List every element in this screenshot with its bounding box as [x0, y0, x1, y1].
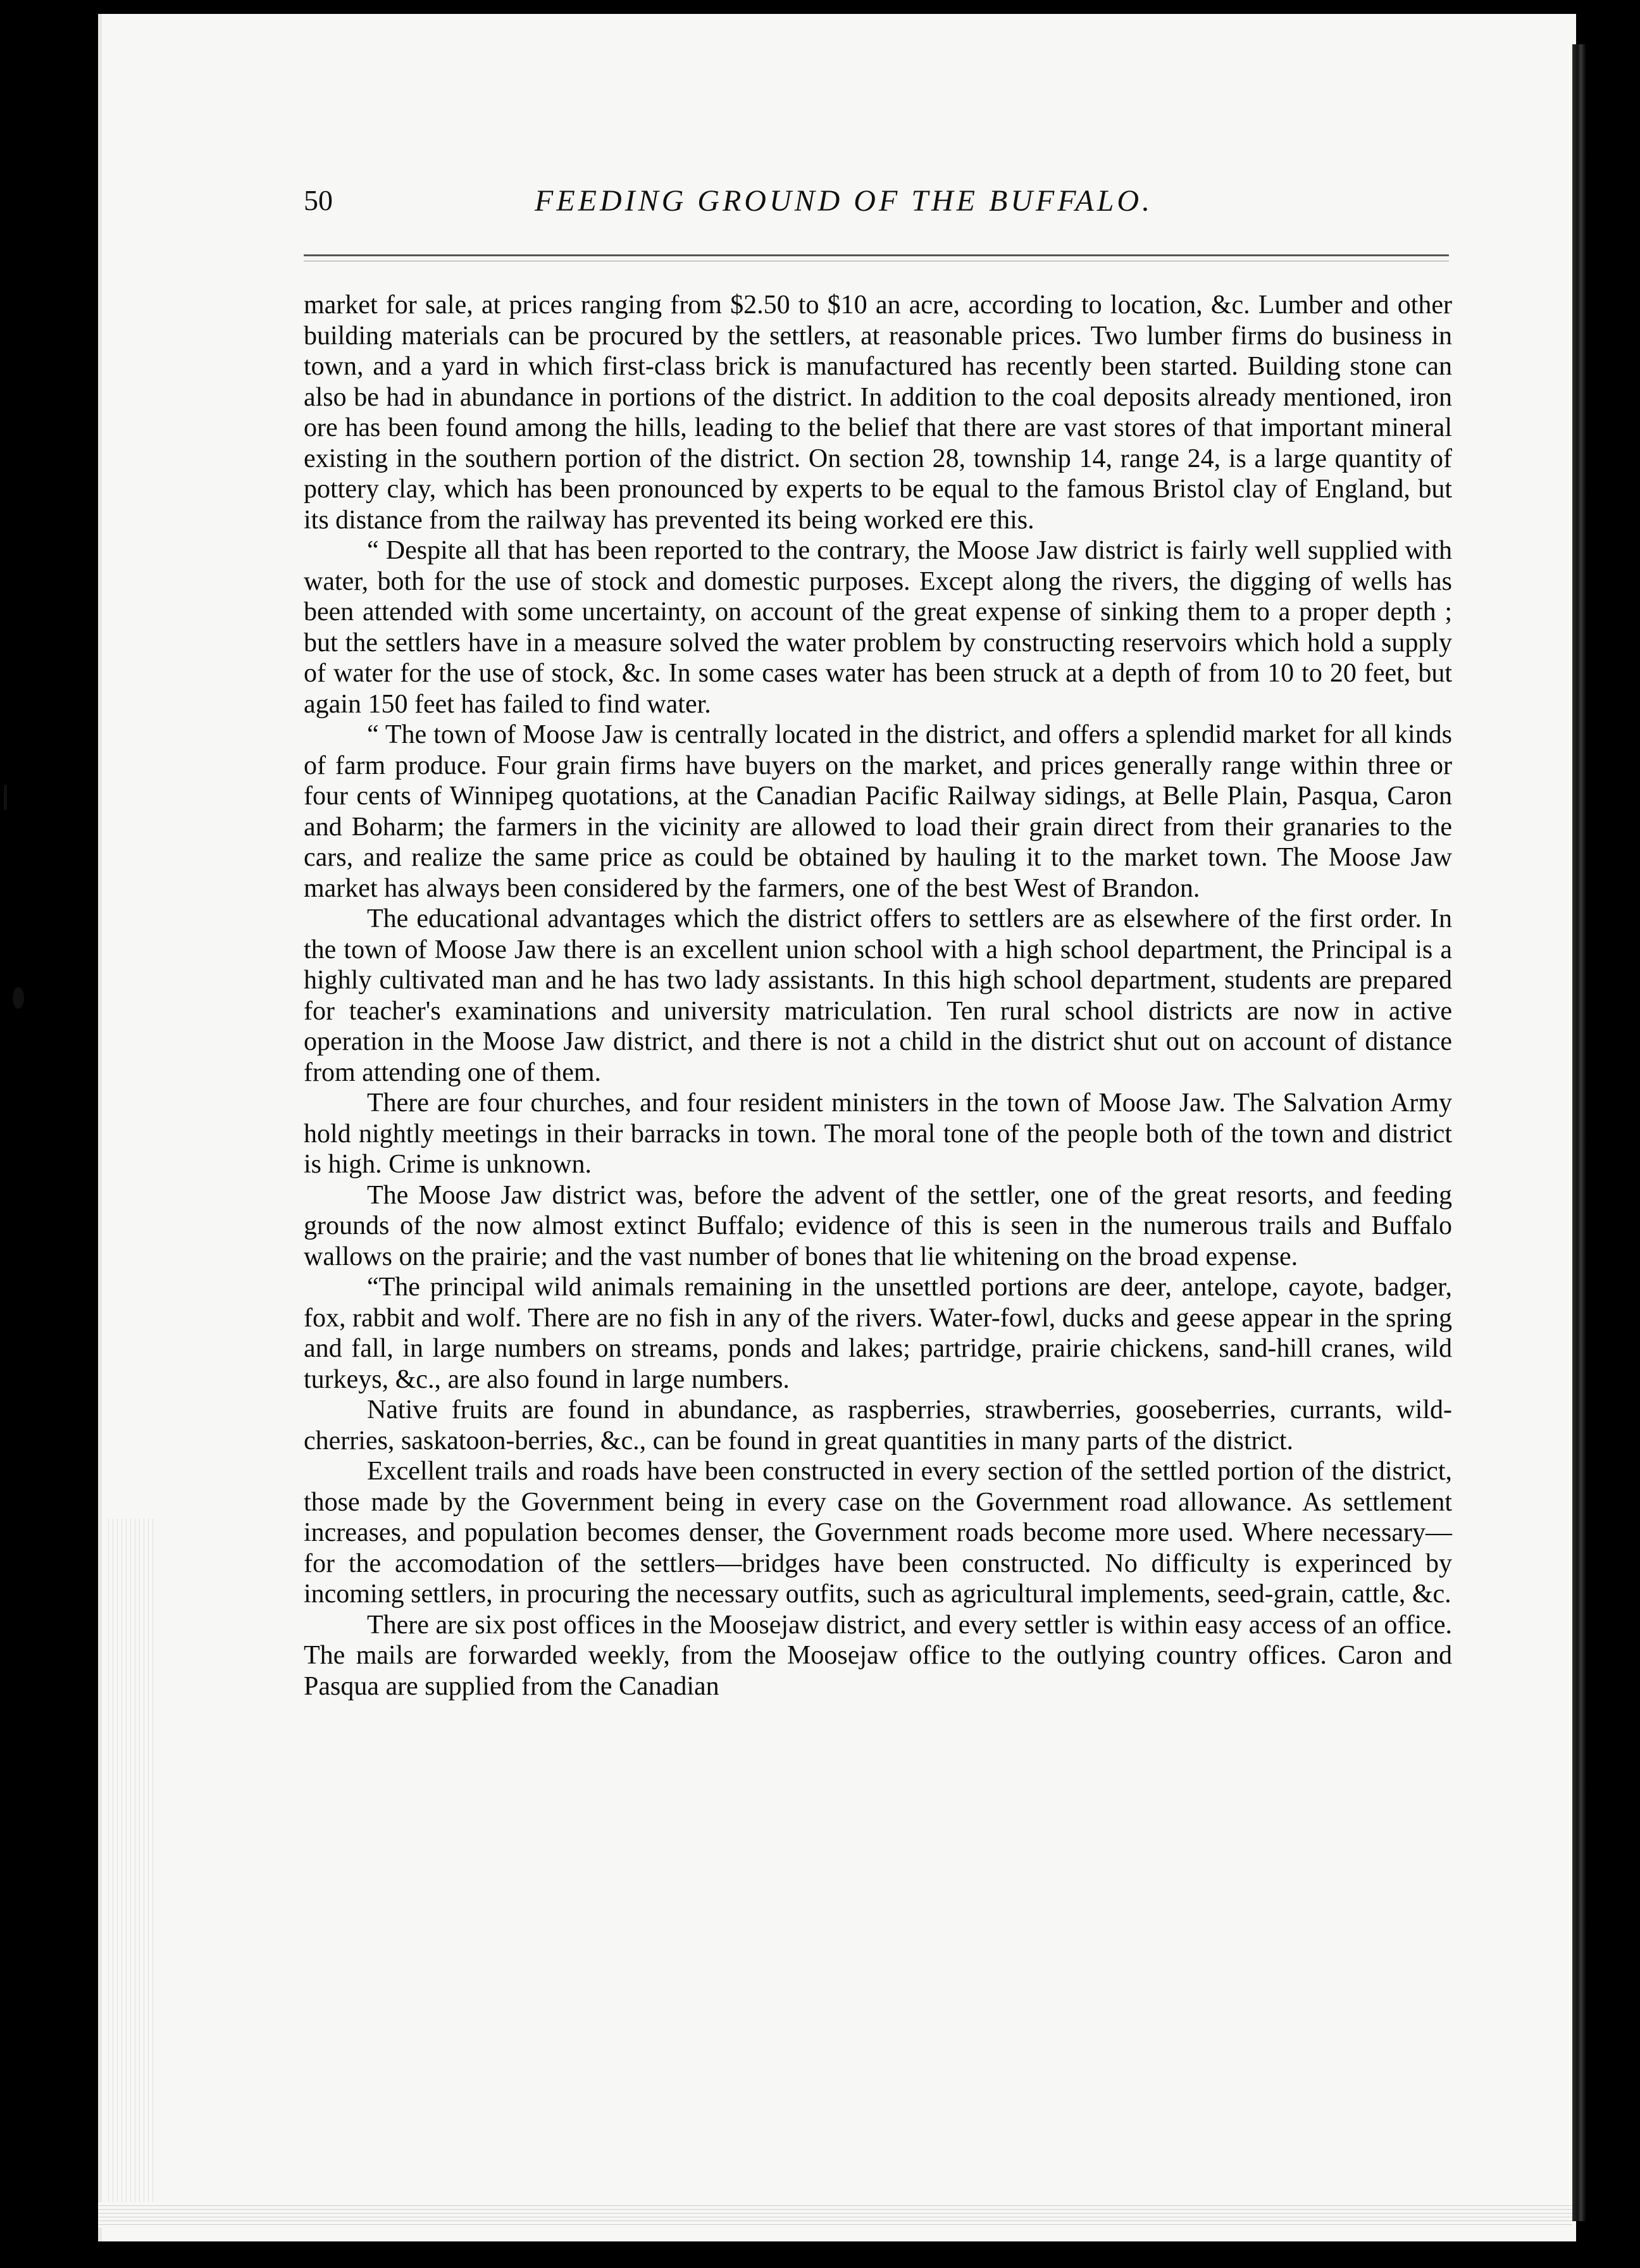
page-edges-left: [104, 1519, 155, 2215]
paragraph: “ Despite all that has been reported to the contrary, the Moose Jaw district is fairly well supplied with water, both for the use of stock and domestic purposes. Except along the rivers, the digging of wells has been attended with some uncertainty, on account of the great expense of sinking them to a proper depth ; but the settlers have in a measure solved the water problem by constructing reservoirs which hold a supply of water for the use of stock, &c. In some cases water has been struck at a depth of from 10 to 20 feet, but again 150 feet has failed to find water.: [304, 536, 1452, 719]
paragraph: “ The town of Moose Jaw is centrally located in the district, and offers a splendid market for all kinds of farm produce. Four grain firms have buyers on the market, and prices generally range within three or four cents of Winnipeg quotations, at the Canadian Pacific Railway sidings, at Belle Plain, Pasqua, Caron and Boharm; the farmers in the vicinity are allowed to load their grain direct from their granaries to the cars, and realize the same price as could be obtained by hauling it to the market town. The Moose Jaw market has always been considered by the farmers, one of the best West of Brandon.: [304, 720, 1452, 903]
paragraph: The Moose Jaw district was, before the advent of the settler, one of the great resorts, and feeding grounds of the now almost extinct Buffalo; evidence of this is seen in the numerous trails and Buffalo wallows on the prairie; and the vast number of bones that lie whitening on the broad expense.: [304, 1180, 1452, 1271]
running-title: FEEDING GROUND OF THE BUFFALO.: [535, 184, 1153, 218]
header-rule: [304, 254, 1449, 256]
body-text: [304, 290, 1452, 1702]
paragraph: Excellent trails and roads have been constructed in every section of the settled portion of the district, those made by the Government being in every case on the Government road allowance. As settlement increases, and population becomes denser, the Government roads become more used. Where necessary—for the accomodation of the settlers—bridges have been constructed. No difficulty is experinced by incoming settlers, in procuring the necessary outfits, such as agricultural implements, seed-grain, cattle, &c.: [304, 1457, 1452, 1609]
scan-speck: [4, 785, 7, 810]
paragraph: “The principal wild animals remaining in the unsettled portions are deer, antelope, cayote, badger, fox, rabbit and wolf. There are no fish in any of the rivers. Water-fowl, ducks and geese appear in the spring and fall, in large numbers on streams, ponds and lakes; partridge, prairie chickens, sand-hill cranes, wild turkeys, &c., are also found in large numbers.: [304, 1273, 1452, 1394]
paragraph: There are four churches, and four resident ministers in the town of Moose Jaw. The Salvation Army hold nightly meetings in their barracks in town. The moral tone of the people both of the town and district is high. Crime is unknown.: [304, 1088, 1452, 1179]
page-header: [304, 184, 1449, 228]
book-spine-edge: [1572, 44, 1586, 2221]
page-edges-bottom: [98, 2202, 1572, 2228]
scan-speck: [13, 987, 24, 1009]
paragraph: market for sale, at prices ranging from $2.50 to $10 an acre, according to location, &c. Lumber and other building materials can be procured by the settlers, at reasonable prices. Two lumber firms do business in town, and a yard in which first-class brick is manufactured has recently been started. Building stone can also be had in abundance in portions of the district. In addition to the coal deposits already mentioned, iron ore has been found among the hills, leading to the belief that there are vast stores of that important mineral existing in the southern portion of the district. On section 28, township 14, range 24, is a large quantity of pottery clay, which has been pronounced by experts to be equal to the famous Bristol clay of England, but its distance from the railway has prevented its being worked ere this.: [304, 290, 1452, 535]
paragraph: The educational advantages which the district offers to settlers are as elsewhere of the first order. In the town of Moose Jaw there is an excellent union school with a high school department, the Principal is a highly cultivated man and he has two lady assistants. In this high school department, students are prepared for teacher's examinations and university matriculation. Ten rural school districts are now in active operation in the Moose Jaw district, and there is not a child in the district shut out on account of distance from attending one of them.: [304, 904, 1452, 1087]
paragraph: Native fruits are found in abundance, as raspberries, strawberries, gooseberries, currants, wild-cherries, saskatoon-berries, &c., can be found in great quantities in many parts of the district.: [304, 1395, 1452, 1455]
paragraph: There are six post offices in the Moosejaw district, and every settler is within easy access of an office. The mails are forwarded weekly, from the Moosejaw office to the outlying country offices. Caron and Pasqua are supplied from the Canadian: [304, 1610, 1452, 1701]
page-number: 50: [304, 184, 333, 216]
